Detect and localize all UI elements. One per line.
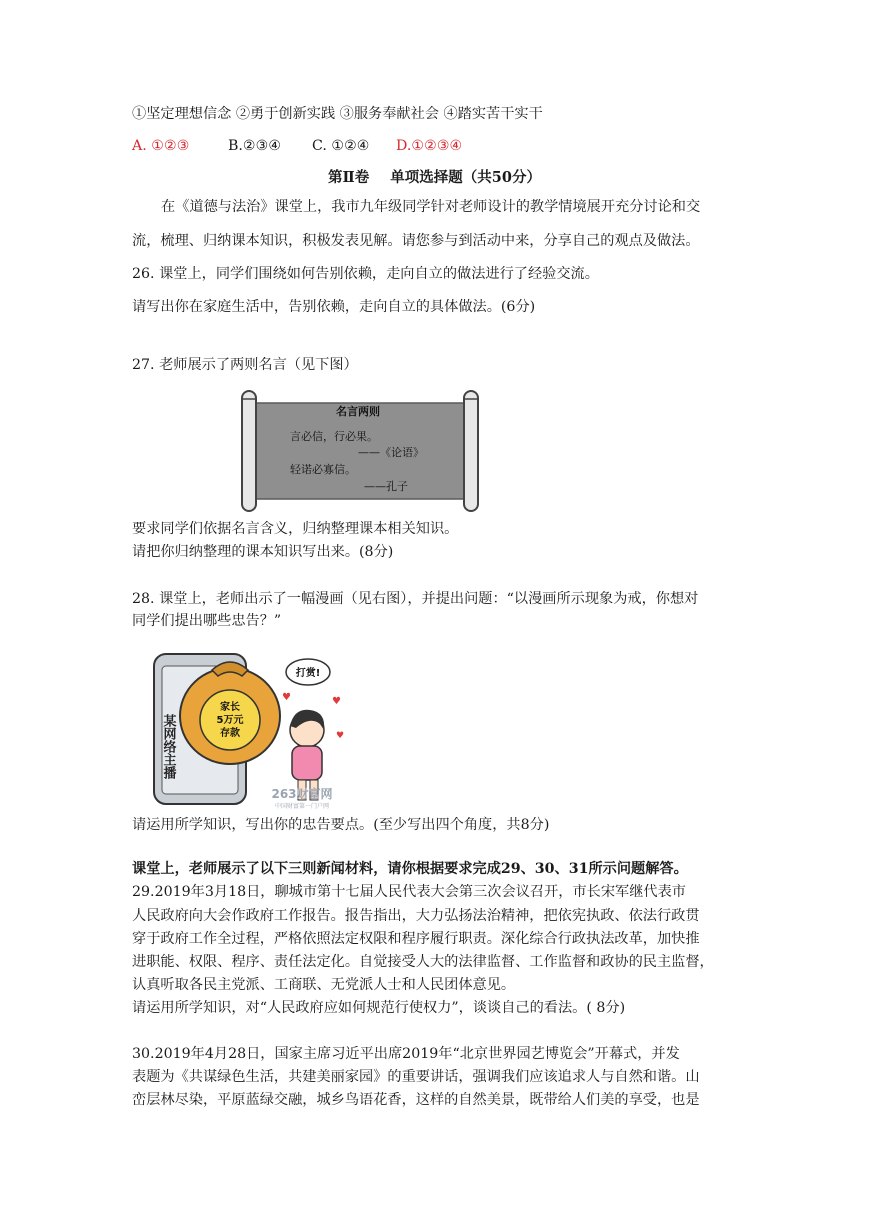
- scroll-source-2: ——孔子: [364, 480, 408, 493]
- scroll-quote-1: 言必信，行必果。: [290, 430, 378, 443]
- q27-line-1: 27. 老师展示了两则名言（见下图）: [132, 357, 358, 373]
- svg-text:♥: ♥: [336, 731, 345, 741]
- q28-line-3: 请运用所学知识，写出你的忠告要点。(至少写出四个角度，共8分): [132, 817, 550, 833]
- q26-line-2: 请写出你在家庭生活中，告别依赖，走向自立的具体做法。(6分): [132, 299, 536, 315]
- q28-line-2: 同学们提出哪些忠告？”: [132, 613, 282, 629]
- option-c: C. ①②④: [312, 138, 370, 154]
- q28-line-1: 28. 课堂上，老师出示了一幅漫画（见右图），并提出问题：“以漫画所示现象为戒，你想对: [132, 591, 699, 607]
- section-name: 单项选择题（共50分）: [390, 169, 541, 186]
- q30-line-3: 峦层林尽染，平原蓝绿交融，城乡鸟语花香，这样的自然美景，既带给人们美的享受，也是: [132, 1092, 700, 1108]
- intro-line-1: 在《道德与法治》课堂上，我市九年级同学针对老师设计的教学情境展开充分讨论和交: [161, 199, 701, 215]
- cartoon-watermark: 263财富网: [271, 787, 333, 801]
- cartoon-phone-label: 某网络主播: [160, 714, 176, 779]
- q29-line-4: 进职能、权限、程序、责任法定化。自觉接受人大的法律监督、工作监督和政协的民主监督，: [132, 954, 714, 970]
- cartoon-bag-line-1: 家长: [220, 702, 240, 713]
- q25-options: [132, 136, 462, 156]
- news-intro: 课堂上，老师展示了以下三则新闻材料，请你根据要求完成29、30、31所示问题解答。: [132, 861, 688, 877]
- q29-question: 请运用所学知识，对“人民政府应如何规范行使权力”，谈谈自己的看法。( 8分): [132, 1000, 626, 1016]
- q29-line-5: 认真听取各民主党派、工商联、无党派人士和人民团体意见。: [132, 977, 516, 993]
- q29-line-3: 穿于政府工作全过程，严格依照法定权限和程序履行职责。深化综合行政执法改革，加快推: [132, 931, 700, 947]
- q30-line-1: 30.2019年4月28日，国家主席习近平出席2019年“北京世界园艺博览会”开幕式，并发: [132, 1046, 680, 1062]
- intro-line-2: 流，梳理、归纳课本知识，积极发表见解。请您参与到活动中来，分享自己的观点及做法。: [132, 233, 700, 249]
- q29-line-1: 29.2019年3月18日，聊城市第十七届人民代表大会第三次会议召开，市长宋军继代表市: [132, 884, 686, 900]
- scroll-source-1: ——《论语》: [358, 446, 424, 459]
- cartoon-watermark-sub: 中国财富第一门户网: [274, 803, 330, 810]
- q30-line-2: 表题为《共谋绿色生活，共建美丽家园》的重要讲话，强调我们应该追求人与自然和谐。山: [132, 1069, 700, 1085]
- q25-statements: ①坚定理想信念 ②勇于创新实践 ③服务奉献社会 ④踏实苦干实干: [132, 106, 543, 122]
- q26-line-1: 26. 课堂上，同学们围绕如何告别依赖，走向自立的做法进行了经验交流。: [132, 266, 599, 282]
- cartoon-bubble: 打赏!: [295, 668, 321, 679]
- option-a: A. ①②③: [132, 138, 190, 154]
- scroll-title: 名言两则: [336, 405, 380, 418]
- svg-text:♥: ♥: [332, 696, 341, 707]
- quote-scroll-image: [240, 389, 480, 514]
- svg-text:♥: ♥: [282, 692, 291, 703]
- cartoon-image: [132, 634, 352, 812]
- option-d: D.①②③④: [396, 138, 463, 154]
- section-title: [0, 166, 869, 187]
- scroll-quote-2: 轻诺必寡信。: [290, 463, 356, 476]
- q29-line-2: 人民政府向大会作政府工作报告。报告指出，大力弘扬法治精神，把依宪执政、依法行政贯: [132, 908, 700, 924]
- cartoon-bag-line-3: 存款: [220, 728, 240, 739]
- q27-line-2: 要求同学们依据名言含义，归纳整理课本相关知识。: [132, 521, 459, 537]
- option-b: B.②③④: [228, 138, 282, 154]
- cartoon-bag-line-2: 5万元: [216, 715, 244, 726]
- q27-line-3: 请把你归纳整理的课本知识写出来。(8分): [132, 544, 394, 560]
- section-part: 第Ⅱ卷: [328, 169, 370, 186]
